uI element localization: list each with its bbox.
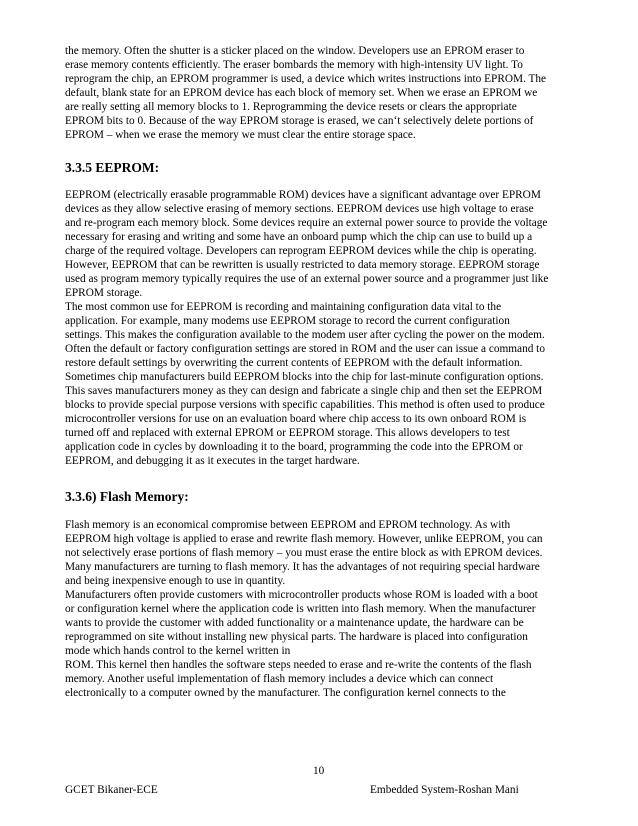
text-line: microcontroller versions for use on an evaluation board where chip access to its own onboard ROM is — [65, 413, 527, 425]
text-line: wants to provide the customer with added functionality or a maintenance update, the hardware can be — [65, 617, 524, 629]
text-line: ROM. This kernel then handles the software steps needed to erase and re-write the contents of the flash — [65, 659, 532, 671]
text-line: EEPROM high voltage is applied to erase and rewrite flash memory. However, unlike EEPROM, you can — [65, 533, 543, 545]
text-line: Flash memory is an economical compromise between EEPROM and EPROM technology. As with — [65, 519, 511, 531]
text-line: blocks to provide special purpose versions with specific capabilities. This method is often used to produce — [65, 399, 545, 411]
text-line: used as program memory typically requires the use of an external power source and a programmer just like — [65, 273, 549, 285]
text-line: Often the default or factory configuration settings are stored in ROM and the user can issue a command to — [65, 343, 545, 355]
paragraph-flash-kernel — [65, 588, 570, 700]
text-line: EPROM bits to 0. Because of the way EPROM storage is erased, we can‘t selectively delete portions of — [65, 115, 534, 127]
text-line: restore default settings by overwriting the current contents of EEPROM with the default information. — [65, 357, 523, 369]
text-line: electronically to a computer owned by the manufacturer. The configuration kernel connects to the — [65, 687, 506, 699]
text-line: Sometimes chip manufacturers build EEPROM blocks into the chip for last-minute configuration options. — [65, 371, 544, 383]
text-line: and being inexpensive enough to use in quantity. — [65, 575, 286, 587]
text-line: reprogrammed on site without installing new physical parts. The hardware is placed into configuration — [65, 631, 528, 643]
footer-right: Embedded System-Roshan Mani — [370, 784, 519, 796]
text-line: erase memory contents efficiently. The eraser bombards the memory with high-intensity UV light. To — [65, 59, 523, 71]
text-line: the memory. Often the shutter is a sticker placed on the window. Developers use an EPROM eraser to — [65, 45, 525, 57]
text-line: not selectively erase portions of flash memory – you must erase the entire block as with EPROM devices. — [65, 547, 543, 559]
text-line: settings. This makes the configuration available to the modem user after cycling the power on the modem. — [65, 329, 545, 341]
text-line: EEPROM (electrically erasable programmable ROM) devices have a significant advantage over EPROM — [65, 189, 541, 201]
text-line: EPROM storage. — [65, 287, 143, 299]
section-heading-flash-memory: 3.3.6) Flash Memory: — [65, 489, 189, 504]
text-line: EPROM – when we erase the memory we must clear the entire storage space. — [65, 129, 416, 141]
paragraph-eprom-erasing — [65, 44, 570, 142]
paragraph-flash-intro — [65, 518, 570, 588]
text-line: devices as they allow selective erasing of memory sections. EEPROM devices use high voltage to erase — [65, 203, 534, 215]
text-line: EEPROM, and debugging it as it executes in the target hardware. — [65, 455, 360, 467]
text-line: mode which hands control to the kernel written in — [65, 645, 291, 657]
text-line: or configuration kernel where the application code is written into flash memory. When the manufacturer — [65, 603, 536, 615]
text-line: application. For example, many modems use EEPROM storage to record the current configuration — [65, 315, 510, 327]
page-number: 10 — [313, 765, 325, 777]
text-line: reprogram the chip, an EPROM programmer is used, a device which writes instructions into EPROM. The — [65, 73, 547, 85]
text-line: application code in cycles by downloading it to the board, programming the code into the EPROM or — [65, 441, 523, 453]
text-line: The most common use for EEPROM is recording and maintaining configuration data vital to the — [65, 301, 502, 313]
text-line: Manufacturers often provide customers with microcontroller products whose ROM is loaded with a boot — [65, 589, 538, 601]
text-line: default, blank state for an EPROM device has each block of memory set. When we erase an EPROM we — [65, 87, 538, 99]
text-line: and re-program each memory block. Some devices require an external power source to provide the voltage — [65, 217, 548, 229]
text-line: memory. Another useful implementation of flash memory includes a device which can connect — [65, 673, 494, 685]
paragraph-eeprom-intro — [65, 188, 570, 300]
text-line: are really setting all memory blocks to 1. Reprogramming the device resets or clears the appropriate — [65, 101, 517, 113]
text-line: turned off and replaced with external EPROM or EEPROM storage. This allows developers to test — [65, 427, 510, 439]
text-line: charge of the required voltage. Developers can reprogram EEPROM devices while the chip is operating. — [65, 245, 537, 257]
text-line: necessary for erasing and writing and some have an onboard pump which the chip can use to build up a — [65, 231, 533, 243]
section-heading-eeprom: 3.3.5 EEPROM: — [65, 160, 160, 175]
text-line: However, EEPROM that can be rewritten is usually restricted to data memory storage. EEPROM storage — [65, 259, 540, 271]
text-line: Many manufacturers are turning to flash memory. It has the advantages of not requiring special hardware — [65, 561, 540, 573]
paragraph-eeprom-uses — [65, 300, 570, 468]
footer-left: GCET Bikaner-ECE — [65, 784, 158, 796]
text-line: This saves manufacturers money as they can design and fabricate a single chip and then set the EEPROM — [65, 385, 543, 397]
